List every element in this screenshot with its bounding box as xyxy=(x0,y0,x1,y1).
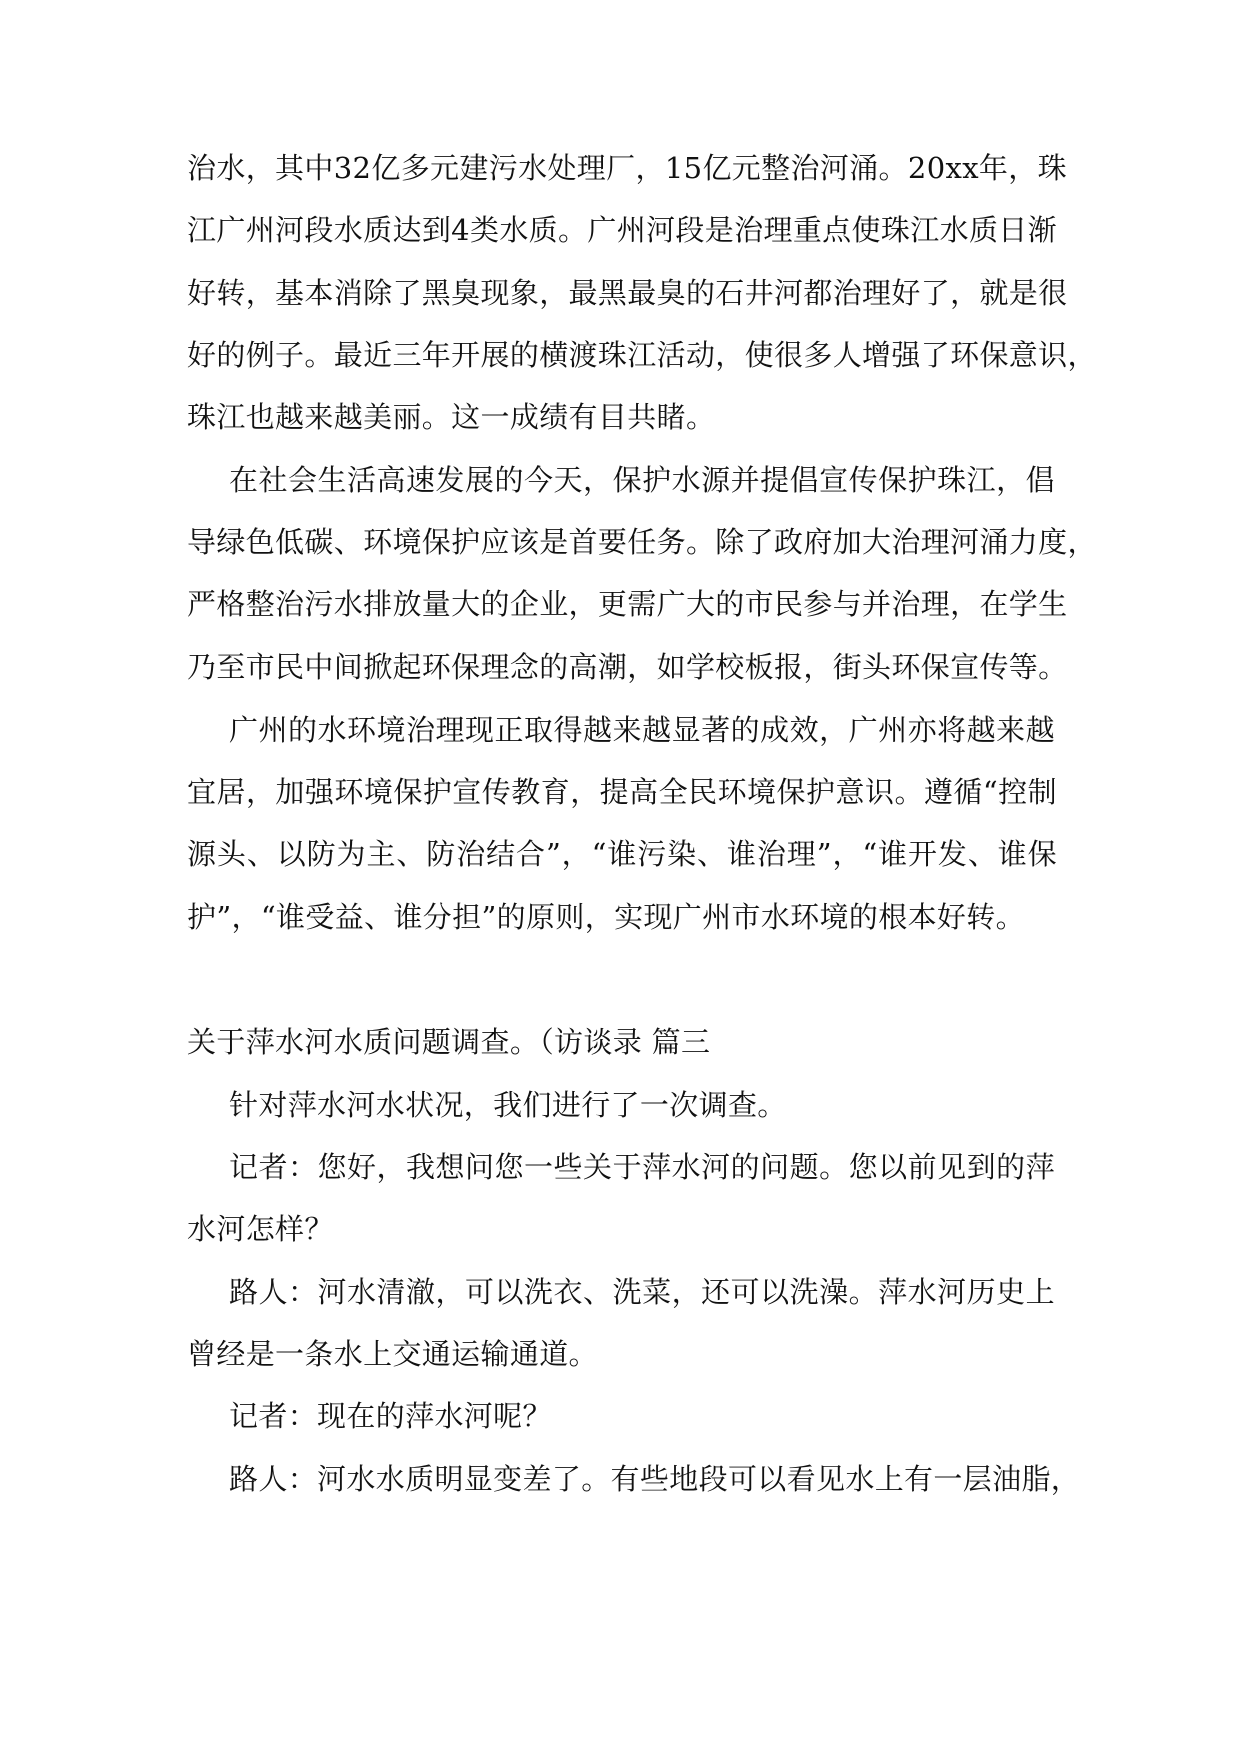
text-line: 水河怎样？ xyxy=(187,1212,334,1246)
text-line: 好转，基本消除了黑臭现象，最黑最臭的石井河都治理好了，就是很 xyxy=(187,276,1068,310)
paragraph-first-line: 在社会生活高速发展的今天，保护水源并提倡宣传保护珠江，倡 xyxy=(229,463,1055,497)
text-line: 护”，“谁受益、谁分担”的原则，实现广州市水环境的根本好转。 xyxy=(187,900,1025,934)
text-line: 治水，其中32亿多元建污水处理厂，15亿元整治河涌。20xx年，珠 xyxy=(187,151,1067,185)
paragraph-first-line: 广州的水环境治理现正取得越来越显著的成效，广州亦将越来越 xyxy=(229,713,1055,747)
text-line: 源头、以防为主、防治结合”，“谁污染、谁治理”，“谁开发、谁保 xyxy=(187,837,1057,871)
text-line: 乃至市民中间掀起环保理念的高潮，如学校板报，街头环保宣传等。 xyxy=(187,650,1068,684)
dialogue-line: 记者：您好，我想问您一些关于萍水河的问题。您以前见到的萍 xyxy=(229,1150,1055,1184)
text-line: 曾经是一条水上交通运输通道。 xyxy=(187,1337,598,1371)
dialogue-line: 路人：河水清澈，可以洗衣、洗菜，还可以洗澡。萍水河历史上 xyxy=(229,1275,1055,1309)
text-line: 珠江也越来越美丽。这一成绩有目共睹。 xyxy=(187,400,716,434)
text-line: 导绿色低碳、环境保护应该是首要任务。除了政府加大治理河涌力度， xyxy=(187,525,1097,559)
dialogue-line: 记者：现在的萍水河呢？ xyxy=(229,1399,552,1433)
text-line: 江广州河段水质达到4类水质。广州河段是治理重点使珠江水质日渐 xyxy=(187,213,1057,247)
text-line: 严格整治污水排放量大的企业，更需广大的市民参与并治理，在学生 xyxy=(187,587,1068,621)
paragraph-first-line: 针对萍水河水状况，我们进行了一次调查。 xyxy=(229,1088,787,1122)
section-heading: 关于萍水河水质问题调查。（访谈录 篇三 xyxy=(187,1025,711,1059)
dialogue-line: 路人：河水水质明显变差了。有些地段可以看见水上有一层油脂， xyxy=(229,1462,1081,1496)
text-line: 宜居，加强环境保护宣传教育，提高全民环境保护意识。遵循“控制 xyxy=(187,775,1057,809)
text-line: 好的例子。最近三年开展的横渡珠江活动，使很多人增强了环保意识， xyxy=(187,338,1097,372)
